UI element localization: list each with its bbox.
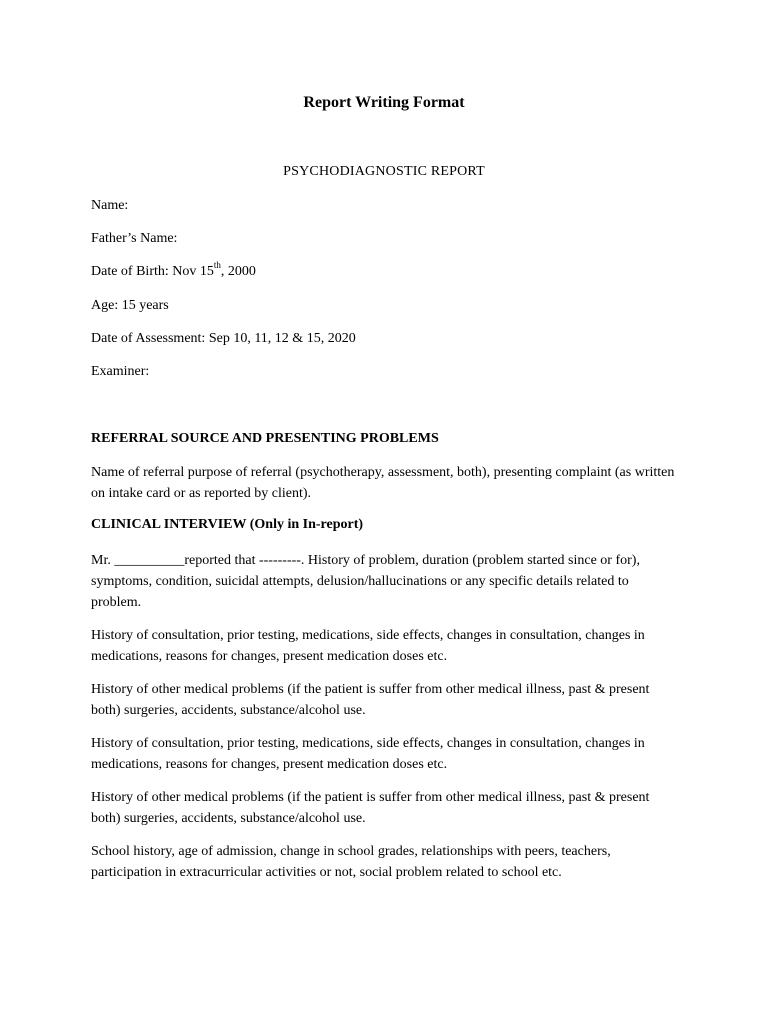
paragraph-consultation-history-repeat: History of consultation, prior testing, medications, side effects, changes in consultation, changes in medications, reasons for changes, present medication doses etc. [91,736,645,772]
paragraph-medical-history-repeat: History of other medical problems (if the patient is suffer from other medical illness, past & present both) surgeries, accidents, substance/alcohol use. [91,790,650,826]
field-examiner: Examiner: [91,364,150,379]
field-date-of-birth [91,260,256,280]
heading-referral-source: REFERRAL SOURCE AND PRESENTING PROBLEMS [91,431,439,446]
dob-text: Date of Birth: Nov 15 [91,264,214,279]
paragraph-medical-history: History of other medical problems (if the patient is suffer from other medical illness, past & present both) surgeries, accidents, substance/alcohol use. [91,682,650,718]
field-fathers-name: Father’s Name: [91,231,178,246]
paragraph-school-history: School history, age of admission, change in school grades, relationships with peers, teachers, participation in extracurricular activities or not, social problem related to school etc. [91,844,611,880]
paragraph-consultation-history: History of consultation, prior testing, medications, side effects, changes in consultation, changes in medications, reasons for changes, present medication doses etc. [91,628,645,664]
paragraph-referral: Name of referral purpose of referral (psychotherapy, assessment, both), presenting complaint (as written on intake card or as reported by client). [91,465,675,501]
dob-year: , 2000 [220,264,256,279]
field-date-of-assessment: Date of Assessment: Sep 10, 11, 12 & 15, 2020 [91,331,356,346]
field-age: Age: 15 years [91,298,169,313]
heading-clinical-interview: CLINICAL INTERVIEW (Only in In-report) [91,517,364,532]
document-title: Report Writing Format [303,94,465,111]
field-name: Name: [91,198,129,213]
report-title: PSYCHODIAGNOSTIC REPORT [283,164,485,179]
dob-ordinal-suffix: th [213,260,221,271]
paragraph-clinical-interview: Mr. __________reported that ---------. History of problem, duration (problem started since or for), symptoms, condition, suicidal attempts, delusion/hallucinations or any specific details related to problem. [91,553,640,610]
